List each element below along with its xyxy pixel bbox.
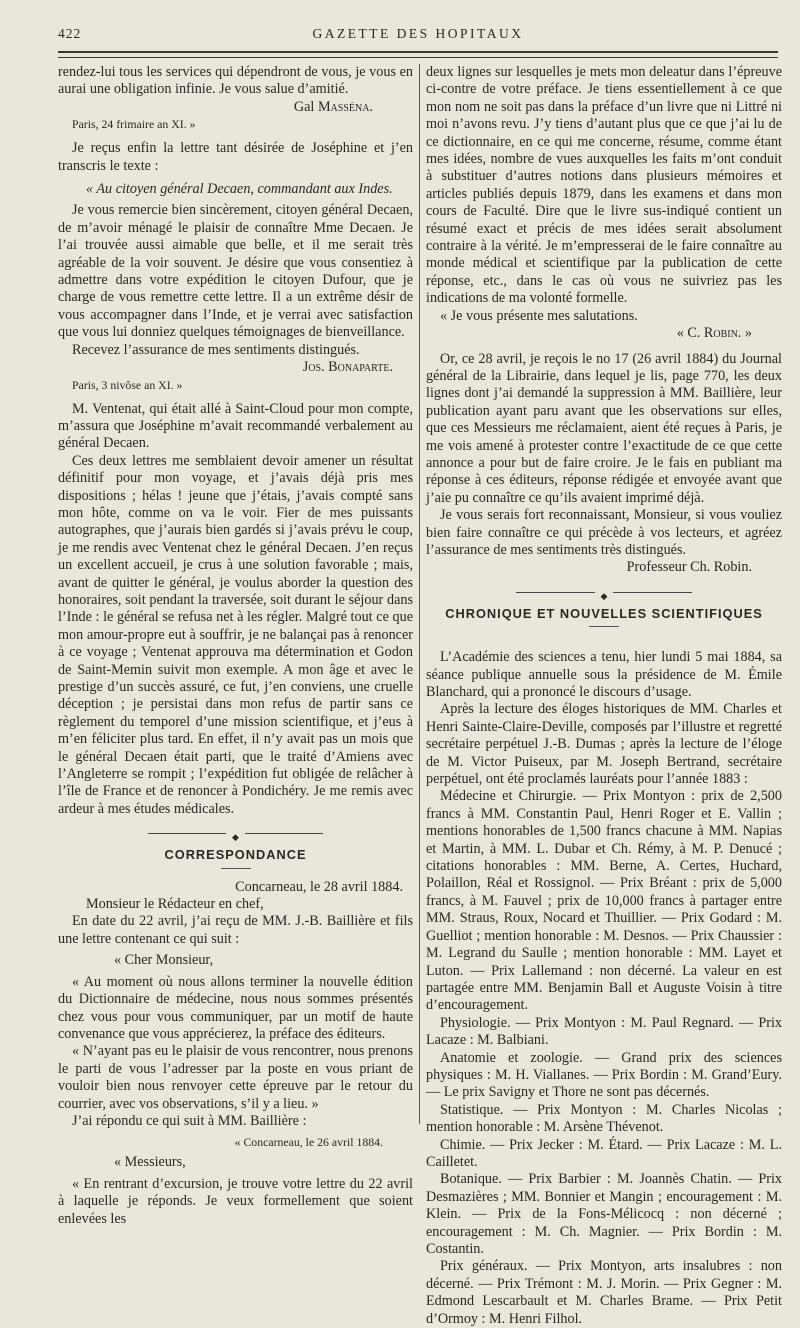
signature-massena: Gal Masséna. [293, 98, 373, 115]
header-rule [58, 51, 778, 53]
paragraph: L’Académie des sciences a tenu, hier lundi 5 mai 1884, sa séance publique annuelle sous la présidence de M. Émile Blanchard, qui a prononcé le discours d’usage. [426, 649, 782, 700]
paragraph: Statistique. — Prix Montyon : M. Charles Nicolas ; mention honorable : M. Arsène Thévenot. [426, 1101, 782, 1136]
paragraph: « En rentrant d’excursion, je trouve votre lettre du 22 avril à laquelle je réponds. Je veux formellement que soient enlevées les [58, 1175, 413, 1227]
paragraph: Botanique. — Prix Barbier : M. Joannès Chatin. — Prix Desmazières ; MM. Bonnier et Mangin ; encouragement : M. Klein. — Prix de la Fons-Mélicocq : non décerné ; encouragement : M. Ch. Magnier. — Prix Bordin : M. Costantin. [426, 1171, 782, 1257]
paragraph: « N’ayant pas eu le plaisir de vous rencontrer, nous prenons le parti de vous l’adresser par la poste en vous priant de vouloir bien nous renvoyer cette épreuve par le retour du courrier, avec vos observations, s’il y a lieu. » [58, 1043, 413, 1112]
paragraph: rendez-lui tous les services qui dépendront de vous, je vous en aurai une obligation infinie. Je vous salue d’amitié. [58, 64, 413, 98]
section-heading-correspondance: CORRESPONDANCE [164, 847, 307, 863]
section-ornament: ◆ [426, 587, 782, 597]
left-column [58, 64, 413, 1228]
header-rule-thin [58, 57, 778, 58]
paragraph: Ces deux lettres me semblaient devoir amener un résultat définitif pour mon voyage, et j’avais déjà pris mes dispositions ; hélas ! jeune que j’étais, j’avais compté sans mon hôte, comme on va le voir. Fier de mes puissants autographes, que j’aurais bien gardés si j’avais prévu le coup, je me rendis avec Ventenat chez le général Decaen. J’en reçus un excellent accueil, je crus à une solution favorable ; mais, avant de quitter le général, je voulus aborder la question des honoraires, soit pendant la traversée, soit durant le séjour dans l’Inde : le général se refusa net à les régler. Malgré tout ce que mon amour-propre eut à souffrir, je ne balançai pas à renoncer à ce voyage ; Ventenat approuva ma détermination et Godon de Saint-Memin suivit mon exemple. A mon âge et avec le prestige d’un succès assuré, ce fut, j’en conviens, une cruelle déception ; je persistai dans mon refus de partir sans ce règlement du temporel d’une mission scientifique, et j’eus à m’en féliciter plus tard. En effet, il n’y avait pas un mois que le général Decaen était parti, que le traité d’Amiens avec l’Angleterre se rompit ; l’expédition fut obligée de relâcher à l’île de France et de renoncer à Pondichéry. Je me remis avec ardeur à mes études médicales. [58, 452, 413, 817]
paragraph: deux lignes sur lesquelles je mets mon deleatur dans l’épreuve ci-contre de votre préface. Je tiens essentiellement à ce que mon nom ne soit pas dans la préface d’un livre que ni Littré ni moi n’avons revu. J’y tiens d’autant plus que ce que j’ai lu de ce dictionnaire, en ce qui me concerne, résume, comme étant mes idées, nombre de vues auxquelles les faits m’ont conduit à substituer d’autres notions dans plusieurs mémoires et articles publiés depuis 1879, dans les examens et dans mon cours de Faculté. Dire que le livre sus-indiqué contient un résumé exact et précis de mes idées serait absolument contraire à la vérité. Je m’empresserai de le faire connaître au monde médical et scientifique par la publication de cette réponse, etc., dans le cas où vous ne suivriez pas les indications de ma volonté formelle. [426, 64, 782, 307]
short-rule [221, 868, 251, 869]
signature-bonaparte: Jos. Bonaparte. [302, 359, 393, 376]
dateline: Paris, 3 nivôse an XI. » [72, 377, 183, 392]
page-header [58, 26, 778, 48]
signature-professeur-robin: Professeur Ch. Robin. [626, 559, 752, 576]
salutation: « Cher Monsieur, [114, 952, 214, 969]
salutation: « Messieurs, [114, 1154, 186, 1171]
paragraph: Physiologie. — Prix Montyon : M. Paul Regnard. — Prix Lacaze : M. Balbiani. [426, 1014, 782, 1049]
salutation: Monsieur le Rédacteur en chef, [86, 896, 264, 913]
paragraph: Recevez l’assurance de mes sentiments distingués. [72, 341, 360, 358]
letter-address: « Au citoyen général Decaen, commandant aux Indes. [86, 181, 393, 198]
column-separator [419, 64, 420, 1124]
paragraph: Après la lecture des éloges historiques de MM. Charles et Henri Sainte-Claire-Deville, composés par l’illustre et regretté secrétaire perpétuel J.-B. Dumas ; après la lecture de l’éloge de M. Victor Puiseux, par M. Joseph Bertrand, secrétaire perpétuel, ont été proclamés lauréats pour l’année 1883 : [426, 701, 782, 788]
right-column [426, 64, 782, 1328]
short-rule [589, 626, 619, 627]
paragraph: Chimie. — Prix Jecker : M. Étard. — Prix Lacaze : M. L. Cailletet. [426, 1136, 782, 1170]
journal-title: GAZETTE DES HOPITAUX [312, 26, 524, 41]
dateline: Paris, 24 frimaire an XI. » [72, 117, 196, 132]
paragraph: « Je vous présente mes salutations. [440, 307, 638, 324]
section-heading-chronique: CHRONIQUE ET NOUVELLES SCIENTIFIQUES [445, 605, 763, 621]
signature-robin: « C. Robin. » [676, 325, 752, 342]
paragraph: J’ai répondu ce qui suit à MM. Baillière : [72, 1112, 307, 1129]
paragraph: Je vous remercie bien sincèrement, citoyen général Decaen, de m’avoir ménagé le plaisir de connaître Mme Decaen. Je l’ai trouvée aussi aimable que belle, et il me serait très agréable de la voir souvent. Je désire que vous consentiez à admettre dans votre expédition le citoyen Dufour, que je charge de vous remettre cette lettre. Il a un extrême désir de vous accompagner dans l’Inde, et je verrai avec satisfaction que vous lui donniez quelques témoignages de bienveillance. [58, 202, 413, 341]
paragraph: « Au moment où nous allons terminer la nouvelle édition du Dictionnaire de médecine, nous nous sommes présentés chez vous pour vous communiquer, par un motif de haute convenance que vous apprécierez, la préface des éditeurs. [58, 973, 413, 1042]
paragraph: Anatomie et zoologie. — Grand prix des sciences physiques : M. H. Viallanes. — Prix Bordin : M. Grand’Eury. — Le prix Savigny et Thore ne sont pas décernés. [426, 1049, 782, 1101]
paragraph: Je reçus enfin la lettre tant désirée de Joséphine et j’en transcris le texte : [58, 140, 413, 174]
page-number: 422 [58, 26, 82, 41]
paragraph: M. Ventenat, qui était allé à Saint-Cloud pour mon compte, m’assura que Joséphine m’avait recommandé verbalement au général Decaen. [58, 400, 413, 452]
paragraph: Je vous serais fort reconnaissant, Monsieur, si vous vouliez bien faire connaître ce qui précède à vos lecteurs, et agréez l’assurance de mes sentiments très distingués. [426, 507, 782, 558]
dateline: Concarneau, le 28 avril 1884. [235, 878, 403, 895]
dateline: « Concarneau, le 26 avril 1884. [234, 1135, 383, 1150]
paragraph: Or, ce 28 avril, je reçois le no 17 (26 avril 1884) du Journal général de la Librairie, dans lequel je lis, page 770, les deux lignes dont j’ai demandé la suppression à MM. Baillière, leur publication ayant paru avant que les observations sur elles, que ces Messieurs me réclamaient, aient été reçues à Paris, je me vois amené à protester contre l’exactitude de ce que cette annonce a pour but de faire croire. Je le fais en publiant ma réponse à ces éditeurs, réponse rédigée et envoyée avant que j’aie pu connaître ce qu’ils avaient imprimé déjà. [426, 350, 782, 506]
paragraph: Prix généraux. — Prix Montyon, arts insalubres : non décerné. — Prix Trémont : M. J. Morin. — Prix Gegner : M. Edmond Lescarbault et M. Charles Brame. — Prix Petit d’Ormoy : M. Henri Filhol. [426, 1258, 782, 1327]
section-ornament: ◆ [58, 828, 413, 838]
paragraph: Médecine et Chirurgie. — Prix Montyon : prix de 2,500 francs à MM. Constantin Paul, Henri Roger et E. Vallin ; mentions honorables de 1,500 francs chacune à MM. Napias et Martin, à MM. L. Dubar et Ch. Rémy, à M. P. Denucé ; citations honorables : MM. Berne, A. Certes, Huchard, Polaillon, Réal et Rossignol. — Prix Bréant : prix de 5,000 francs, à M. Fauvel ; prix de 10,000 francs à partager entre MM. Straus, Roux, Nocard et Thuillier. — Prix Godard : M. Guelliot ; mention honorable : M. Desnos. — Prix Chaussier : M. Legrand du Saulle ; mention honorable : MM. Layet et Luton. — Prix Lallemand : non décerné. La valeur en est partagée entre MM. Benjamin Ball et Auguste Voisin à titre d’encouragement. [426, 788, 782, 1014]
paragraph: En date du 22 avril, j’ai reçu de MM. J.-B. Baillière et fils une lettre contenant ce qui suit : [58, 913, 413, 947]
